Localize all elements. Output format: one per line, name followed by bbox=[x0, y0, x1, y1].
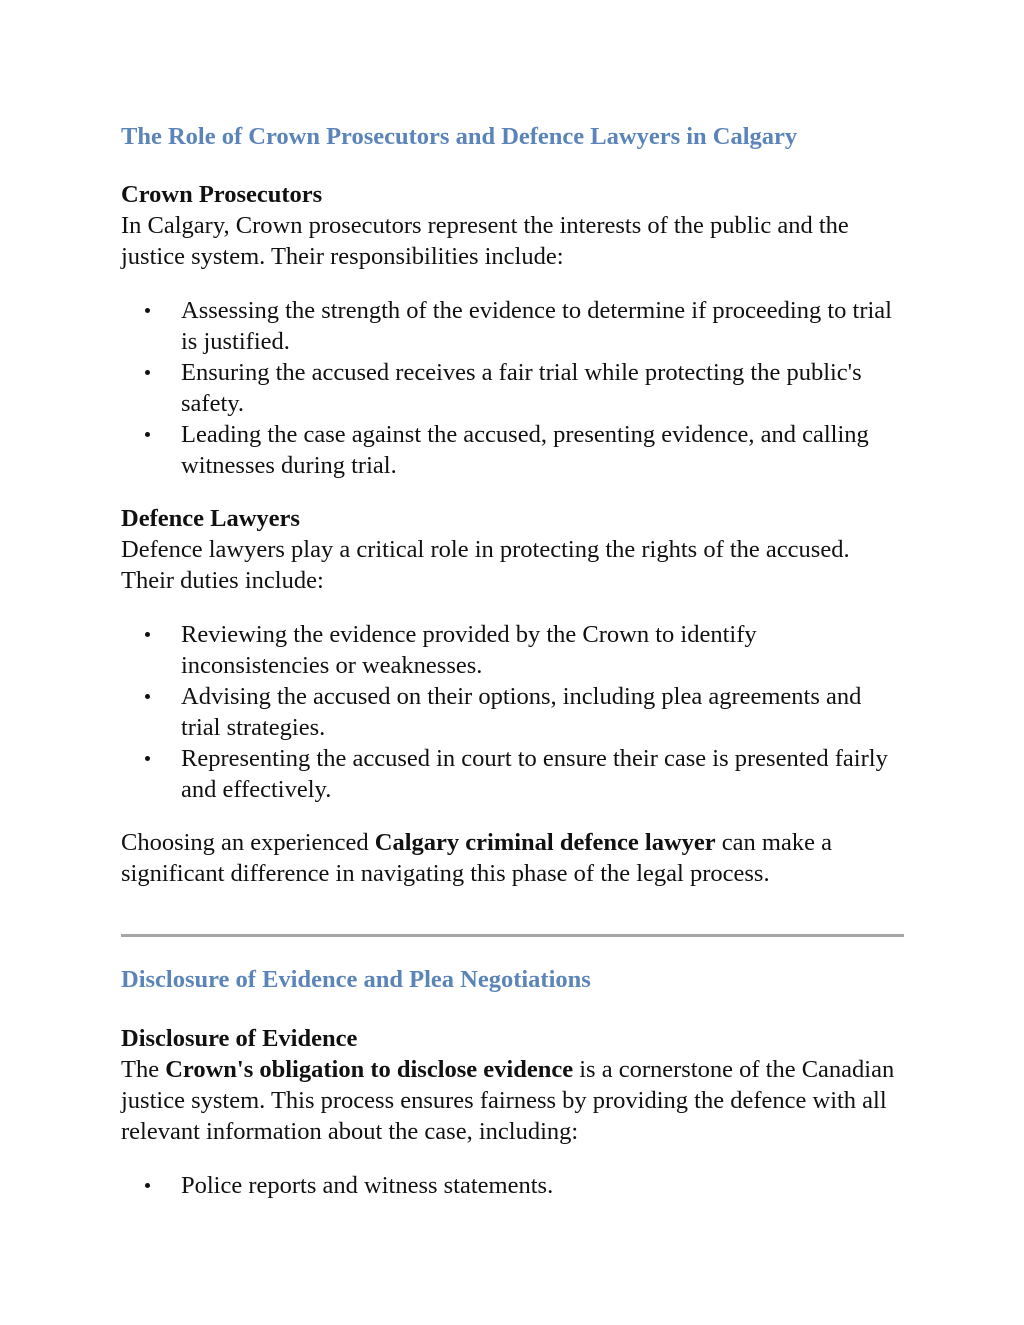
list-item: Advising the accused on their options, including plea agreements and trial strategies. bbox=[121, 681, 906, 743]
disclosure-items-list bbox=[121, 1170, 906, 1201]
section-divider bbox=[121, 934, 904, 937]
bullet-icon bbox=[145, 370, 150, 375]
bullet-icon bbox=[145, 632, 150, 637]
list-item: Police reports and witness statements. bbox=[121, 1170, 906, 1201]
bullet-icon bbox=[145, 432, 150, 437]
list-item: Leading the case against the accused, presenting evidence, and calling witnesses during trial. bbox=[121, 419, 906, 481]
bullet-icon bbox=[145, 308, 150, 313]
crown-prosecutors-block bbox=[121, 179, 906, 272]
section-title-crown-defence: The Role of Crown Prosecutors and Defence Lawyers in Calgary bbox=[121, 123, 798, 150]
bullet-icon bbox=[145, 1183, 150, 1188]
list-item: Assessing the strength of the evidence to determine if proceeding to trial is justified. bbox=[121, 295, 906, 357]
disclosure-intro: The Crown's obligation to disclose evidence is a cornerstone of the Canadian justice system. This process ensures fairness by providing the defence with all relevant information about the case, including: bbox=[121, 1056, 895, 1145]
crown-obligation-emphasis: Crown's obligation to disclose evidence bbox=[165, 1056, 574, 1083]
list-item: Representing the accused in court to ensure their case is presented fairly and effectively. bbox=[121, 743, 906, 805]
closing-paragraph: Choosing an experienced Calgary criminal defence lawyer can make a significant difference in navigating this phase of the legal process. bbox=[121, 829, 832, 887]
defence-lawyers-block bbox=[121, 503, 906, 596]
disclosure-heading: Disclosure of Evidence bbox=[121, 1025, 358, 1052]
defence-lawyers-heading: Defence Lawyers bbox=[121, 505, 300, 532]
crown-prosecutors-intro: In Calgary, Crown prosecutors represent the interests of the public and the justice system. Their responsibilities include: bbox=[121, 212, 849, 270]
crown-responsibilities-list bbox=[121, 295, 906, 481]
list-item: Ensuring the accused receives a fair trial while protecting the public's safety. bbox=[121, 357, 906, 419]
bullet-icon bbox=[145, 694, 150, 699]
section-title-disclosure: Disclosure of Evidence and Plea Negotiations bbox=[121, 966, 591, 993]
defence-lawyers-intro: Defence lawyers play a critical role in protecting the rights of the accused. Their duties include: bbox=[121, 536, 850, 594]
bullet-icon bbox=[145, 756, 150, 761]
disclosure-block bbox=[121, 1023, 906, 1147]
list-item: Reviewing the evidence provided by the Crown to identify inconsistencies or weaknesses. bbox=[121, 619, 906, 681]
crown-prosecutors-heading: Crown Prosecutors bbox=[121, 181, 323, 208]
calgary-criminal-defence-lawyer-emphasis: Calgary criminal defence lawyer bbox=[374, 829, 716, 856]
defence-duties-list bbox=[121, 619, 906, 805]
